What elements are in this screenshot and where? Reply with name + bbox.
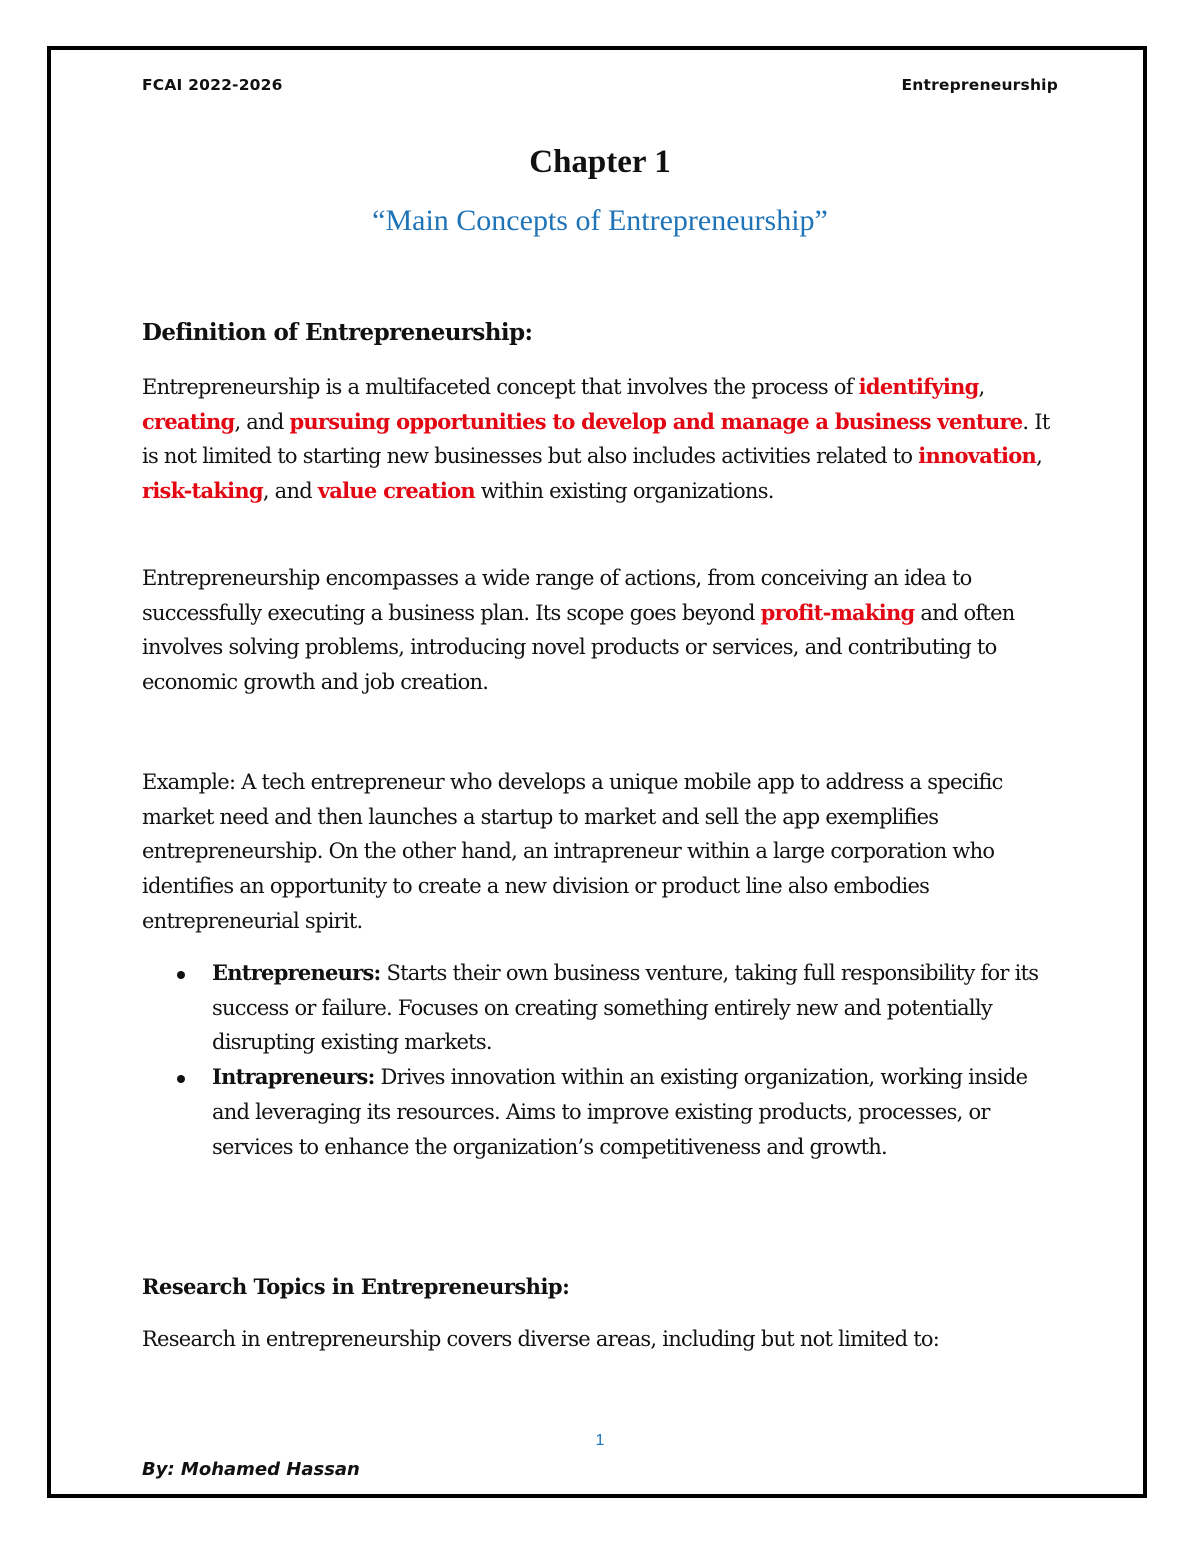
scope-paragraph: [142, 561, 1062, 700]
research-intro: Research in entrepreneurship covers diverse areas, including but not limited to:: [142, 1327, 940, 1351]
text-segment: Entrepreneurship is a multifaceted concept that involves the process of: [142, 375, 859, 399]
bullet-entrepreneurs: [142, 956, 1062, 1060]
definition-heading: Definition of Entrepreneurship:: [142, 319, 533, 346]
bullet-intrapreneurs: [142, 1060, 1062, 1164]
definition-paragraph: [142, 370, 1062, 509]
chapter-subtitle: “Main Concepts of Entrepreneurship”: [372, 204, 828, 237]
text-segment: within existing organizations.: [474, 479, 774, 504]
research-heading: Research Topics in Entrepreneurship:: [142, 1274, 570, 1299]
header-right: Entrepreneurship: [901, 76, 1058, 94]
text-segment: ,: [978, 375, 985, 399]
bullet-term: Intrapreneurs:: [212, 1064, 375, 1090]
highlight-term: creating: [142, 408, 235, 434]
bullet-icon: [177, 971, 185, 979]
bullet-text: Drives innovation within an existing organization, working inside and leveraging its resources. Aims to improve existing products, processes, or services to enhance the organization’s competitiveness and growth.: [212, 1065, 1028, 1159]
author-credit: By: Mohamed Hassan: [142, 1459, 360, 1480]
highlight-term: risk-taking: [142, 478, 263, 504]
page-number: 1: [595, 1432, 605, 1449]
example-paragraph: Example: A tech entrepreneur who develops a unique mobile app to address a specific market need and then launches a startup to market and sell the app exemplifies entrepreneurship. On the other hand, an intrapreneur within a large corporation who identifies an opportunity to create a new division or product line also embodies entrepreneurial spirit.: [142, 770, 1003, 933]
bullet-icon: [177, 1075, 185, 1083]
text-segment: . It is not limited to starting new businesses but also includes activities related to: [142, 409, 1050, 469]
bullet-text: Starts their own business venture, taking full responsibility for its success or failure. Focuses on creating something entirely new and potentially disrupting existing markets.: [212, 961, 1039, 1055]
bullet-term: Entrepreneurs:: [212, 960, 381, 985]
highlight-term: value creation: [317, 478, 475, 504]
highlight-term: profit-making: [760, 599, 915, 625]
highlight-term: innovation: [918, 443, 1037, 469]
role-bullet-list: [142, 956, 1062, 1164]
chapter-title: Chapter 1: [529, 144, 671, 180]
highlight-term: pursuing opportunities to develop and manage a business venture: [289, 408, 1023, 434]
text-segment: and often involves solving problems, introducing novel products or services, and contributing to economic growth and job creation.: [142, 600, 1015, 695]
text-segment: ,: [1036, 444, 1042, 469]
header-left: FCAI 2022-2026: [142, 76, 283, 94]
text-segment: , and: [234, 409, 290, 434]
highlight-term: identifying: [858, 374, 979, 399]
text-segment: Entrepreneurship encompasses a wide range of actions, from conceiving an idea to successfully executing a business plan. Its scope goes beyond: [142, 566, 972, 625]
text-segment: , and: [262, 479, 318, 504]
